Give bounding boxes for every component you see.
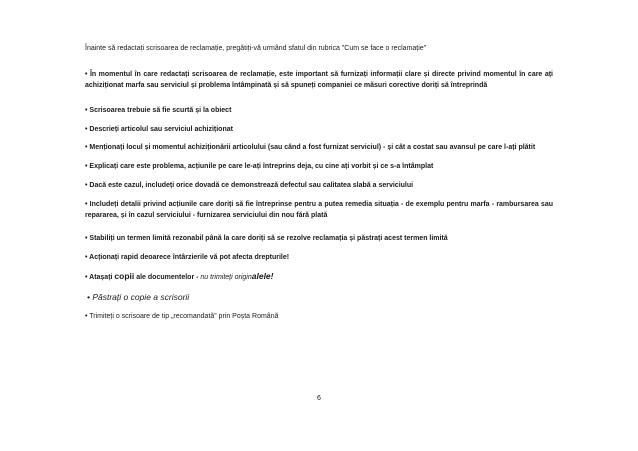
paragraph-attach [85,271,553,284]
attach-part-a: • Atașați [85,274,115,281]
paragraph-registered-mail: • Trimiteți o scrisoare de tip „recomandată” prin Poșta Română [85,313,279,320]
paragraph-problem: • Explicați care este problema, acțiunile pe care le-ați întreprins deja, cu cine ați vorbit și ce s-a întâmplat [85,163,434,170]
paragraph-act-fast: • Acționați rapid deoarece întârzierile vă pot afecta drepturile! [85,254,290,261]
paragraph-evidence: • Dacă este cazul, includeți orice dovadă ce demonstrează defectul sau calitatea slabă a serviciului [85,182,414,189]
paragraph-describe: • Descrieți articolul sau serviciul achiziționat [85,126,233,133]
paragraph-place-time: • Menționați locul și momentul achiziționării articolului (sau când a fost furnizat serviciul) - și cât a costat sau avansul pe care l-ați plătit [85,144,536,151]
paragraph-short: • Scrisoarea trebuie să fie scurtă și la obiect [85,107,232,114]
paragraph-details: • În momentul în care redactați scrisoarea de reclamație, este important să furnizați informații clare și directe privind momentul în care ați achiziționat marfa sau serviciul și problema întâmpinată și să spuneți companiei ce măsuri corective doriți să întreprindă [85,71,553,89]
paragraph-keep-copy: • Păstrați o copie a scrisorii [87,292,190,302]
attach-part-d: nu trimiteți origin [200,274,252,281]
attach-part-e: alele! [251,271,274,281]
attach-part-c: ale documentelor - [134,274,201,281]
attach-part-b: copii [114,271,135,281]
paragraph-actions: • Includeți detalii privind acțiunile care doriți să fie întreprinse pentru a putea remedia situația - de exemplu pentru marfa - rambursarea sau repararea, și în cazul serviciului - furnizarea serviciului din nou fără plată [85,201,553,219]
paragraph-deadline: • Stabiliți un termen limită rezonabil până la care doriți să se rezolve reclamația și păstrați acest termen limită [85,235,448,242]
intro-text: Înainte să redactați scrisoarea de reclamație, pregătiți-vă urmând sfatul din rubrica "Cum se face o reclamație" [85,45,427,52]
page-number: 6 [317,395,321,402]
